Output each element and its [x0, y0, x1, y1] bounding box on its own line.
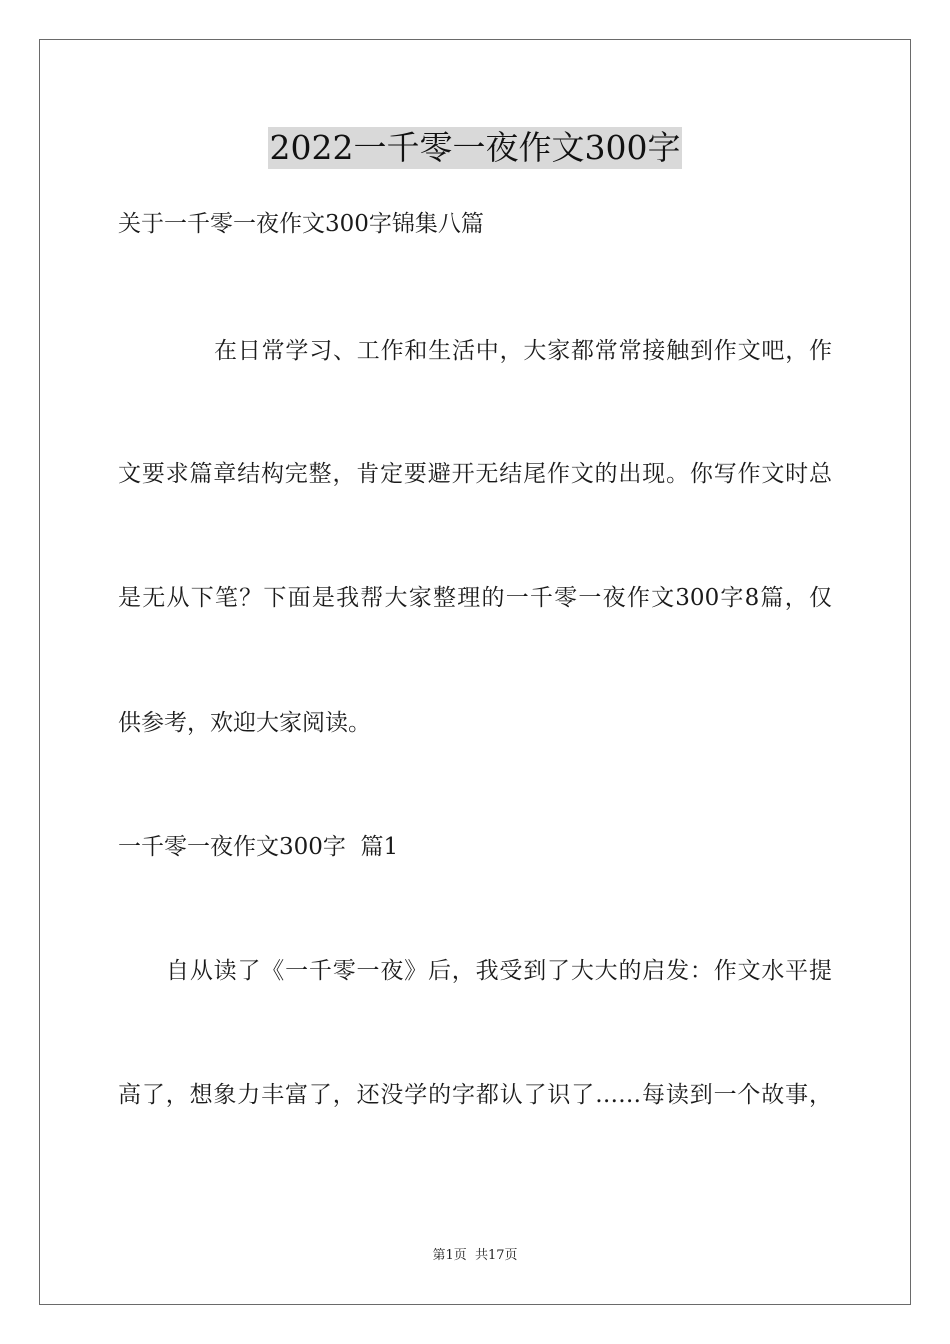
document-title: 2022一千零一夜作文300字 — [269, 128, 681, 167]
page-number: 第1页 — [432, 1248, 467, 1263]
paragraph-line: 文要求篇章结构完整，肯定要避开无结尾作文的出现。你写作文时总 — [118, 461, 832, 487]
document-subtitle: 关于一千零一夜作文300字锦集八篇 — [118, 211, 484, 237]
page-footer — [0, 1247, 950, 1265]
section-heading: 一千零一夜作文300字 篇1 — [118, 834, 399, 860]
paragraph-line: 在日常学习、工作和生活中，大家都常常接触到作文吧，作 — [214, 338, 832, 364]
section-line: 高了，想象力丰富了，还没学的字都认了识了……每读到一个故事， — [118, 1082, 832, 1108]
paragraph-line: 是无从下笔？下面是我帮大家整理的一千零一夜作文300字8篇，仅 — [118, 585, 832, 611]
section-line: 自从读了《一千零一夜》后，我受到了大大的启发：作文水平提 — [166, 958, 832, 984]
paragraph-line: 供参考，欢迎大家阅读。 — [118, 710, 371, 736]
title-wrap — [0, 127, 950, 169]
page-total: 共17页 — [474, 1248, 518, 1263]
